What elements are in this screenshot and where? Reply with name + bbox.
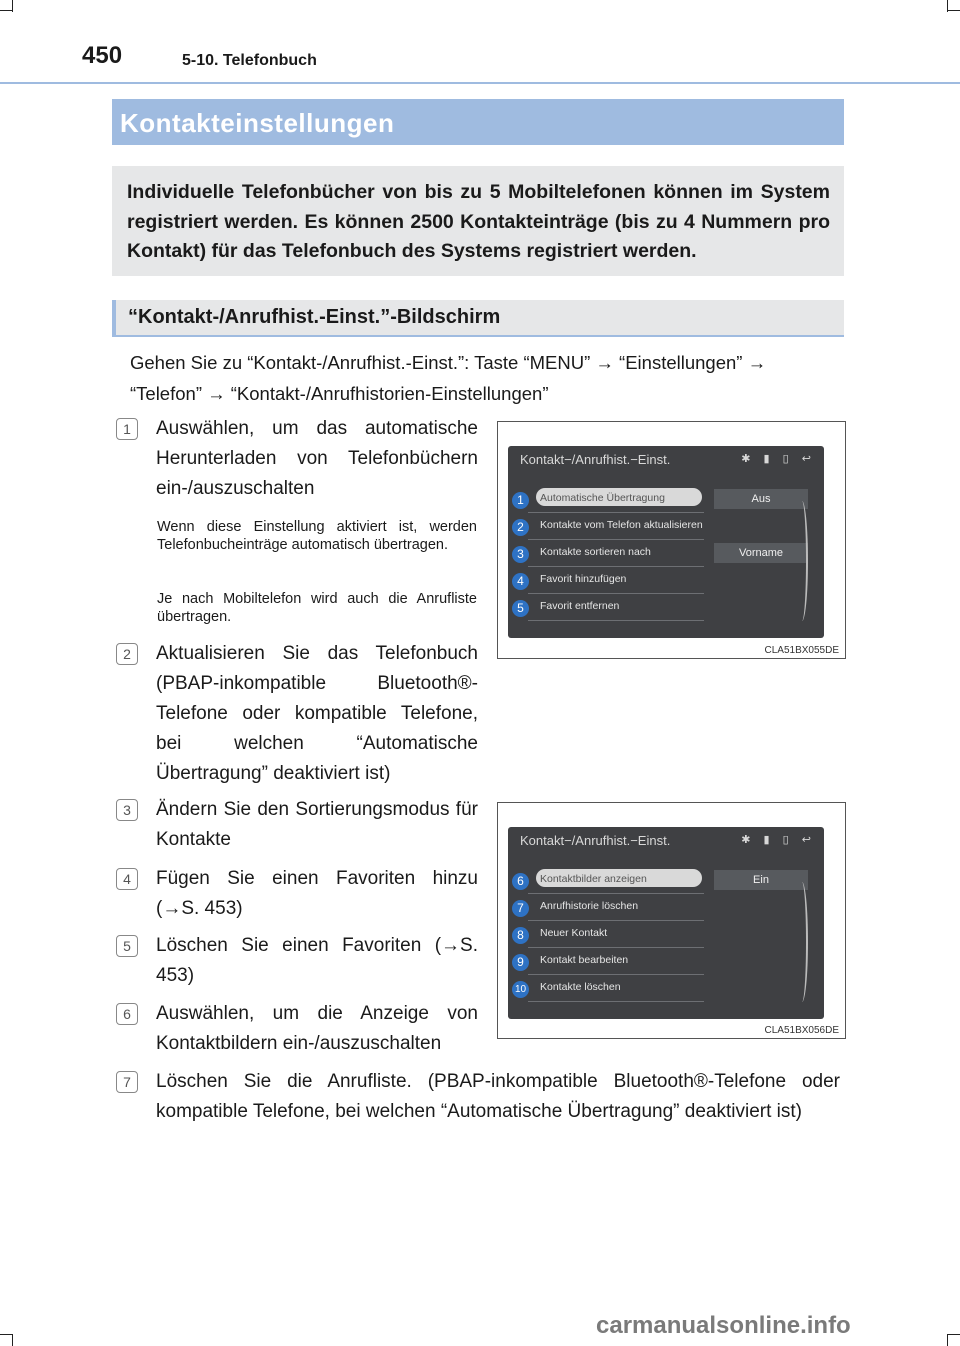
display-screen — [508, 827, 824, 1019]
section-path: 5-10. Telefonbuch — [182, 52, 317, 69]
list-item — [116, 1067, 840, 1127]
sort-value[interactable]: Vorname — [714, 543, 808, 563]
note: Wenn diese Einstellung aktiviert ist, werden Telefonbucheinträge automatisch übertragen. — [157, 519, 477, 553]
intro-box: Individuelle Telefonbücher von bis zu 5 Mobiltelefonen können im System registriert werden. Es können 2500 Kontakteinträge (bis zu 4 Nummern pro Kontakt) für das Telefonbuch des Systems registriert werden. — [112, 166, 844, 276]
menu-row-label: Kontakte löschen — [540, 981, 621, 993]
list-item — [116, 864, 478, 924]
navigation-path: Gehen Sie zu “Kontakt-/Anrufhist.-Einst.”: Taste “MENU” → “Einstellungen” → “Telefon” → “Kontakt-/Anrufhistorien-Einstellungen” — [130, 352, 767, 404]
item-number: 6 — [116, 1003, 138, 1025]
callout-badge: 3 — [512, 546, 529, 563]
crop-mark — [947, 1334, 948, 1346]
crop-mark — [948, 10, 960, 11]
menu-row[interactable] — [528, 540, 704, 567]
callout-badge: 8 — [512, 927, 529, 944]
status-icons: ✱ ▮ ▯ ↩ — [741, 834, 816, 846]
menu-row[interactable] — [528, 594, 704, 621]
figure-code: CLA51BX056DE — [764, 1025, 839, 1036]
callout-badge: 2 — [512, 519, 529, 536]
list-item — [116, 999, 478, 1059]
menu-row[interactable] — [528, 975, 704, 1002]
display-screen — [508, 446, 824, 638]
header-rule — [0, 82, 960, 84]
screen-title: Kontakt−/Anrufhist.−Einst. — [520, 452, 671, 467]
menu-row[interactable] — [528, 921, 704, 948]
item-number: 1 — [116, 418, 138, 440]
item-number: 2 — [116, 643, 138, 665]
screen-title: Kontakt−/Anrufhist.−Einst. — [520, 833, 671, 848]
scrollbar[interactable] — [796, 882, 808, 1002]
menu-row-label: Favorit hinzufügen — [540, 573, 627, 585]
list-item — [116, 639, 478, 789]
menu-row-label: Kontakte sortieren nach — [540, 546, 651, 558]
menu-row[interactable] — [528, 867, 704, 894]
item-text: Löschen Sie die Anrufliste. (PBAP-inkompatible Bluetooth®-Telefone oder kompatible Telefone, bei welchen “Automatische Übertragung” deaktiviert ist) — [156, 1071, 840, 1122]
item-text: Aktualisieren Sie das Telefonbuch (PBAP-inkompatible Bluetooth®-Telefone oder kompatible Telefone, bei welchen “Automatische Übertragung” deaktiviert ist) — [156, 643, 478, 784]
menu-row-label: Neuer Kontakt — [540, 927, 608, 939]
status-icons: ✱ ▮ ▯ ↩ — [741, 453, 816, 465]
callout-badge: 9 — [512, 954, 529, 971]
item-number: 3 — [116, 799, 138, 821]
menu-row-label: Kontakte vom Telefon aktualisieren — [540, 519, 703, 531]
page-number: 450 — [82, 42, 123, 69]
title-bar — [112, 99, 844, 145]
screenshot-figure — [497, 421, 846, 659]
page-title: Kontakteinstellungen — [120, 108, 395, 138]
callout-badge: 6 — [512, 873, 529, 890]
list-item — [116, 795, 478, 855]
callout-badge: 7 — [512, 900, 529, 917]
item-number: 5 — [116, 935, 138, 957]
item-text: Auswählen, um die Anzeige von Kontaktbildern ein-/auszuschalten — [156, 1003, 478, 1054]
menu-row[interactable] — [528, 948, 704, 975]
crop-mark — [12, 0, 13, 12]
menu-row-label: Anrufhistorie löschen — [540, 900, 639, 912]
menu-row[interactable] — [528, 513, 704, 540]
item-text: Fügen Sie einen Favoriten hinzu (→S. 453) — [156, 868, 478, 919]
item-number: 7 — [116, 1071, 138, 1093]
item-text: Ändern Sie den Sortierungsmodus für Kontakte — [156, 799, 478, 850]
item-text: Auswählen, um das automatische Herunterladen von Telefonbüchern ein-/auszuschalten — [156, 418, 478, 499]
list-item — [116, 931, 478, 991]
menu-row[interactable] — [528, 894, 704, 921]
toggle-value[interactable]: Aus — [714, 489, 808, 509]
callout-badge: 4 — [512, 573, 529, 590]
figure-code: CLA51BX055DE — [764, 645, 839, 656]
callout-badge: 5 — [512, 600, 529, 617]
list-item — [116, 414, 478, 504]
toggle-value[interactable]: Ein — [714, 870, 808, 890]
crop-mark — [947, 0, 948, 12]
scrollbar[interactable] — [796, 501, 808, 621]
screenshot-figure — [497, 802, 846, 1039]
note: Je nach Mobiltelefon wird auch die Anrufliste übertragen. — [157, 591, 477, 625]
callout-badge: 1 — [512, 492, 529, 509]
menu-row-label: Automatische Übertragung — [540, 492, 665, 504]
menu-row[interactable] — [528, 567, 704, 594]
crop-mark — [0, 10, 12, 11]
menu-row-label: Kontakt bearbeiten — [540, 954, 629, 966]
menu-row-label: Kontaktbilder anzeigen — [540, 873, 647, 885]
item-text: Löschen Sie einen Favoriten (→S. 453) — [156, 935, 478, 986]
watermark: carmanualsonline.info — [596, 1312, 851, 1339]
subheading-bar — [112, 300, 844, 337]
callout-badge: 10 — [512, 981, 529, 998]
crop-mark — [12, 1334, 13, 1346]
menu-row-label: Favorit entfernen — [540, 600, 620, 612]
menu-row[interactable] — [528, 486, 704, 513]
subheading: “Kontakt-/Anrufhist.-Einst.”-Bildschirm — [128, 306, 501, 328]
item-number: 4 — [116, 868, 138, 890]
crop-mark — [948, 1334, 960, 1335]
crop-mark — [0, 1334, 12, 1335]
